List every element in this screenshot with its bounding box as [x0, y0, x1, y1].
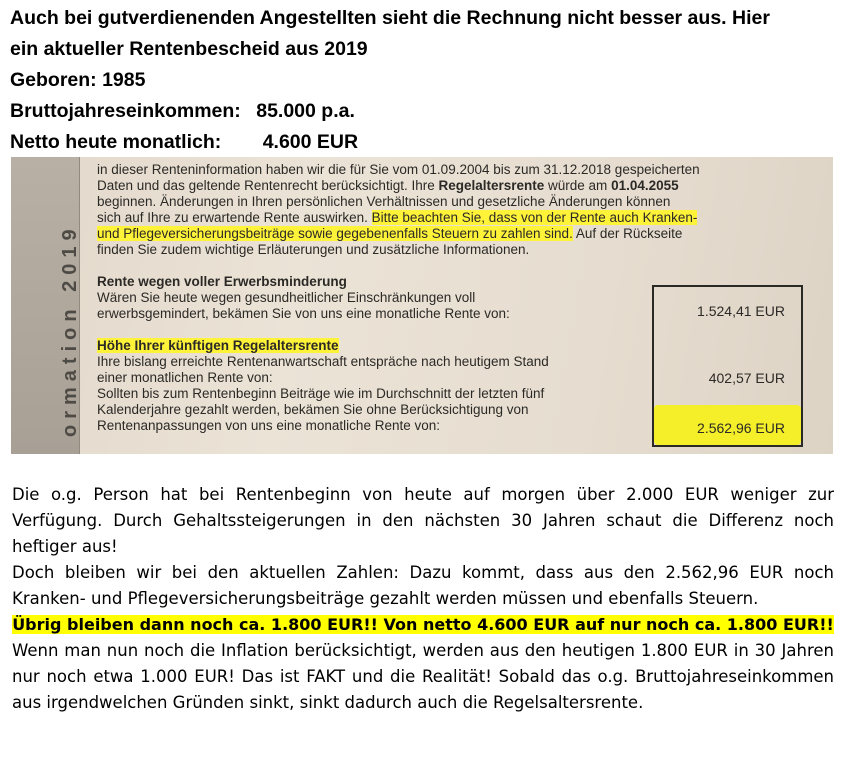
future-line-4: Kalenderjahre gezahlt werden, bekämen Sie ohne Berücksichtigung von [97, 402, 529, 417]
intro-line-6: finden Sie zudem wichtige Erläuterungen und zusätzliche Informationen. [97, 242, 530, 257]
intro-line-1: in dieser Renteninformation haben wir die für Sie vom 01.09.2004 bis zum 31.12.2018 gespeicherten [97, 162, 700, 177]
net-label: Netto heute monatlich: [10, 131, 222, 153]
income-label: Bruttojahreseinkommen: [10, 100, 241, 122]
future-line-5: Rentenanpassungen von uns eine monatliche Rente von: [97, 418, 440, 433]
paragraph-3: Wenn man nun noch die Inflation berücksichtigt, werden aus den heutigen 1.800 EUR in 30 Jahren nur noch etwa 1.000 EUR! Das ist FAKT und die Realität! Sobald das o.g. Bruttojahreseinkommen aus irgendwelchen Gründen sinkt, sinkt dadurch auch die Regelsaltersrente. [12, 641, 834, 712]
paragraph-2: Doch bleiben wir bei den aktuellen Zahlen: Dazu kommt, dass aus den 2.562,96 EUR noch Kranken- und Pflegeversicherungsbeiträge gezahlt werden müssen und ebenfalls Steuern. [12, 563, 834, 608]
future-title: Höhe Ihrer künftigen Regelaltersrente [97, 338, 339, 353]
ewm-line-1: Wären Sie heute wegen gesundheitlicher Einschränkungen voll [97, 290, 476, 305]
highlight-text: Übrig bleiben dann noch ca. 1.800 EUR!! Von netto 4.600 EUR auf nur noch ca. 1.800 EUR!! [12, 615, 834, 634]
highlight-line [12, 612, 834, 638]
born-label: Geboren: 1985 [10, 69, 146, 91]
amount-current: 402,57 EUR [708, 370, 785, 386]
ewm-title: Rente wegen voller Erwerbsminderung [97, 274, 347, 289]
ewm-line-2: erwerbsgemindert, bekämen Sie von uns eine monatliche Rente von: [97, 306, 510, 321]
amount-future: 2.562,96 EUR [697, 420, 785, 436]
pension-statement-photo [11, 157, 833, 454]
intro-line-5: und Pflegeversicherungsbeiträge sowie gegebenenfalls Steuern zu zahlen sind. Auf der Rückseite [97, 226, 683, 241]
amount-ewm: 1.524,41 EUR [697, 303, 785, 319]
income-row [10, 96, 840, 127]
headline-line-2: ein aktueller Rentenbescheid aus 2019 [10, 38, 368, 60]
income-value: 85.000 p.a. [256, 100, 355, 122]
future-line-2: einer monatlichen Rente von: [97, 370, 273, 385]
paragraph-1: Die o.g. Person hat bei Rentenbeginn von heute auf morgen über 2.000 EUR weniger zur Verfügung. Durch Gehaltssteigerungen in den nächsten 30 Jahren schaut die Differenz noch heftiger aus! [12, 485, 834, 556]
vertical-label: ormation 2019 [59, 223, 81, 437]
future-line-3: Sollten bis zum Rentenbeginn Beiträge wie im Durchschnitt der letzten fünf [97, 386, 545, 401]
net-value: 4.600 EUR [262, 131, 359, 153]
future-line-1: Ihre bislang erreichte Rentenanwartschaft entspräche nach heutigem Stand [97, 354, 549, 369]
net-row [10, 127, 840, 158]
header [10, 3, 840, 158]
intro-line-2: Daten und das geltende Rentenrecht berücksichtigt. Ihre Regelaltersrente würde am 01.04.2055 [97, 178, 679, 193]
headline-line-1: Auch bei gutverdienenden Angestellten sieht die Rechnung nicht besser aus. Hier [10, 7, 770, 29]
body-text [12, 482, 834, 716]
intro-line-3: beginnen. Änderungen in Ihren persönlichen Verhältnissen und gesetzliche Änderungen können [97, 194, 671, 209]
intro-line-4: sich auf Ihre zu erwartende Rente auswirken. Bitte beachten Sie, dass von der Rente auch Kranken- [97, 210, 698, 225]
